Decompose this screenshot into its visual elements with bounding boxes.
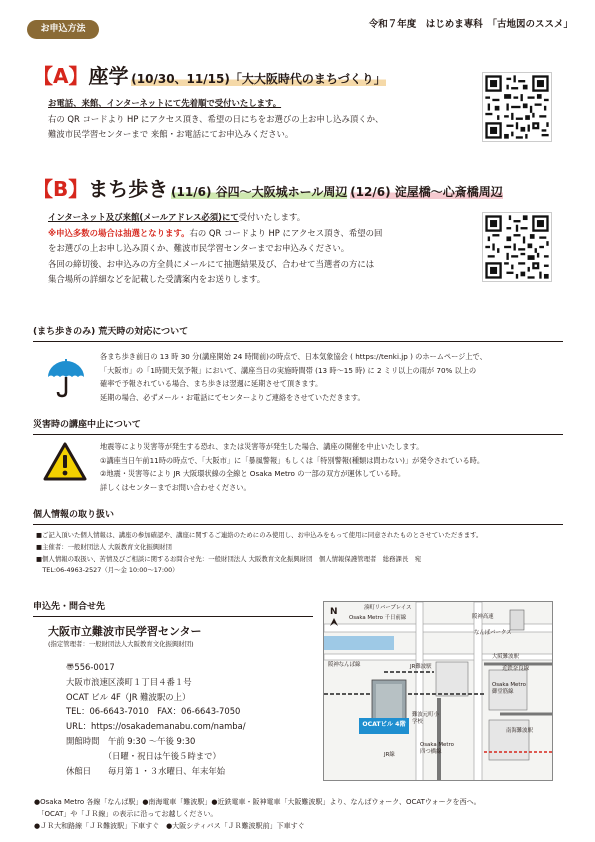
weather-heading: (まち歩きのみ) 荒天時の対応について xyxy=(33,327,189,337)
privacy-body xyxy=(36,530,482,577)
access-line: 「OCAT」や「ＪＲ線」の表示に沿ってお越しください。 xyxy=(34,810,218,818)
access-line: ●Osaka Metro 各線「なんば駅」●南海電車「難波駅」●近鉄電車・阪神電車「大阪難波駅」より、なんばウォーク、OCATウォークを西へ。 xyxy=(34,798,481,806)
building: OCAT ビル 4F（JR 難波駅の上） xyxy=(66,691,191,702)
map-label: JR難波駅 xyxy=(410,664,432,670)
privacy-divider xyxy=(33,524,563,525)
section-b-line: 各回の締切後、お申込みの方全員にメールにて抽選結果及び、合わせて当選者の方には xyxy=(48,258,375,269)
section-a-line: 難波市民学習センターまで 来館・お電話にてお申込みください。 xyxy=(48,129,294,140)
center-manager: (指定管理者：一般財団法人大阪教育文化振興財団) xyxy=(48,640,194,648)
weather-body xyxy=(100,350,487,404)
section-b-dates-2: (12/6) 淀屋橋～心斎橋周辺 xyxy=(350,185,503,199)
address: 大阪市浪速区湊町１丁目４番１号 xyxy=(66,676,192,687)
section-a-dates: (10/30、11/15)「大大阪時代のまちづくり」 xyxy=(131,72,386,86)
weather-divider xyxy=(33,341,563,342)
section-a-heading xyxy=(33,62,386,91)
map-label: Osaka Metro 四つ橋線 xyxy=(420,742,454,755)
map-label: Osaka Metro 御堂筋線 xyxy=(492,682,526,695)
disaster-line: ①講座当日午前11時の時点で、「大阪市」に「暴風警報」もしくは「特別警報(種類は問わない)」が発令されている時。 xyxy=(100,455,485,465)
map-label: 近鉄奈良線 xyxy=(502,666,529,672)
map-label: 難波元町小学校 xyxy=(412,712,439,725)
section-b-name: まち歩き xyxy=(88,177,169,201)
contact-divider xyxy=(33,616,313,617)
ocat-building-label: OCATビル 4階 xyxy=(362,721,406,728)
disaster-line: 地震等により災害等が発生する恐れ、または災害等が発生した場合、講座の開催を中止いたします。 xyxy=(100,442,424,451)
map-label: 阪神なんば線 xyxy=(328,662,361,668)
map-label: Osaka Metro 千日前線 xyxy=(349,615,407,621)
contact-heading: 申込先・問合せ先 xyxy=(33,602,106,612)
section-b-line xyxy=(48,226,382,242)
weather-line: 「大阪市」の「1時間天気予報」において、講座当日の実施時間帯 (13 時～15 時) に 2 ミリ以上の雨が 70% 以上の xyxy=(100,365,477,375)
section-a-line: 右の QR コードより HP にアクセス頂き、希望の日にちをお選びの上お申し込み頂くか、 xyxy=(48,113,384,124)
access-line: ●ＪＲ大和路線「ＪＲ難波駅」下車すぐ ●大阪シティバス「ＪＲ難波駅前」下車すぐ xyxy=(34,822,305,830)
weather-line: 各まち歩き前日の 13 時 30 分(講座開始 24 時間前)の時点で、日本気象協会 ( https://tenki.jp ) のホームページ上で、 xyxy=(100,352,487,361)
section-a-bracket: 【A】 xyxy=(33,64,89,88)
map-label: 湊町リバープレイス xyxy=(364,605,412,611)
north-icon: N xyxy=(330,607,338,617)
umbrella-icon xyxy=(42,355,90,403)
disaster-line: 詳しくはセンターまでお問い合わせください。 xyxy=(100,482,251,492)
contact-details xyxy=(66,660,246,778)
opening-hours-note: （日曜・祝日は午後５時まで） xyxy=(66,750,221,761)
section-b-body xyxy=(48,210,382,288)
disaster-body xyxy=(100,440,484,494)
section-a-body xyxy=(48,96,383,143)
map-label: JR線 xyxy=(384,752,395,758)
access-map xyxy=(323,601,553,781)
weather-line: 確率で予報されている場合、まち歩きは翌週に延期させて頂きます。 xyxy=(100,379,323,389)
section-b-line: 集合場所の詳細などを記載した受講案内をお送りします。 xyxy=(48,274,266,285)
qr-code-a-icon[interactable] xyxy=(482,72,552,142)
section-b-heading xyxy=(33,175,503,204)
method-tag: お申込方法 xyxy=(27,20,99,39)
privacy-line: ■個人情報の取扱い、苦情及びご相談に関するお問合せ先：一般財団法人 大阪教育文化振興財団 個人情報保護管理者 総務課長 宛 xyxy=(36,554,422,563)
page-title: 令和７年度 はじめま専科 「古地図のススメ」 xyxy=(368,19,573,30)
section-b-line-1b: 受付いたします。 xyxy=(238,212,306,222)
disaster-divider xyxy=(33,434,563,435)
url-link[interactable]: URL：https://osakademanabu.com/namba/ xyxy=(66,721,246,732)
section-b-dates-1: (11/6) 谷四～大阪城ホール周辺 xyxy=(171,185,348,199)
section-b-line: をお選びの上お申し込み頂くか、難波市民学習センターまでお申込みください。 xyxy=(48,243,350,254)
closed-days: 休館日 毎月第１・３水曜日、年末年始 xyxy=(66,765,226,776)
postal-code: 〠556-0017 xyxy=(66,662,115,672)
center-name: 大阪市立難波市民学習センター xyxy=(48,625,202,638)
section-b-bracket: 【B】 xyxy=(33,177,89,201)
lottery-notice: ※申込多数の場合は抽選となります。 xyxy=(48,227,190,238)
qr-code-b-icon[interactable] xyxy=(482,212,552,282)
privacy-line: TEL:06-4963-2527（月～金 10:00～17:00） xyxy=(36,566,179,575)
weather-line: 延期の場合、必ずメール・お電話にてセンターよりご連絡をさせていただきます。 xyxy=(100,392,365,402)
warning-icon xyxy=(42,441,88,483)
map-label: 南海難波駅 xyxy=(506,728,533,734)
section-a-name: 座学 xyxy=(88,64,129,88)
privacy-heading: 個人情報の取り扱い xyxy=(33,510,115,520)
map-label: 阪神高速 xyxy=(472,614,494,620)
opening-hours: 開館時間 午前 9:30 ～午後 9:30 xyxy=(66,735,196,746)
disaster-line: ②地震・災害等により JR 大阪環状線の全線と Osaka Metro の一部の双方が運休している時。 xyxy=(100,469,406,479)
section-a-line: お電話、来館、インターネットにて先着順で受付いたします。 xyxy=(48,98,282,108)
privacy-line: ■主催者：一般財団法人 大阪教育文化振興財団 xyxy=(36,542,172,551)
map-label: なんばパークス xyxy=(474,630,512,636)
section-b-line-2b: 右の QR コードより HP にアクセス頂き、希望の回 xyxy=(189,227,383,238)
phone-fax: TEL：06-6643-7010 FAX：06-6643-7050 xyxy=(66,706,241,717)
section-b-line-1a: インターネット及び来館(メールアドレス必須)にて xyxy=(48,212,239,222)
privacy-line: ■ご記入頂いた個人情報は、講座の参加確認や、講座に関するご連絡のためにのみ使用し、お申込みをもって使用に同意されたものとさせていただきます。 xyxy=(36,531,483,539)
access-notes xyxy=(34,796,481,832)
section-b-line xyxy=(48,210,382,226)
map-label: 大阪難波駅 xyxy=(492,654,519,660)
disaster-heading: 災害時の講座中止について xyxy=(33,420,141,430)
